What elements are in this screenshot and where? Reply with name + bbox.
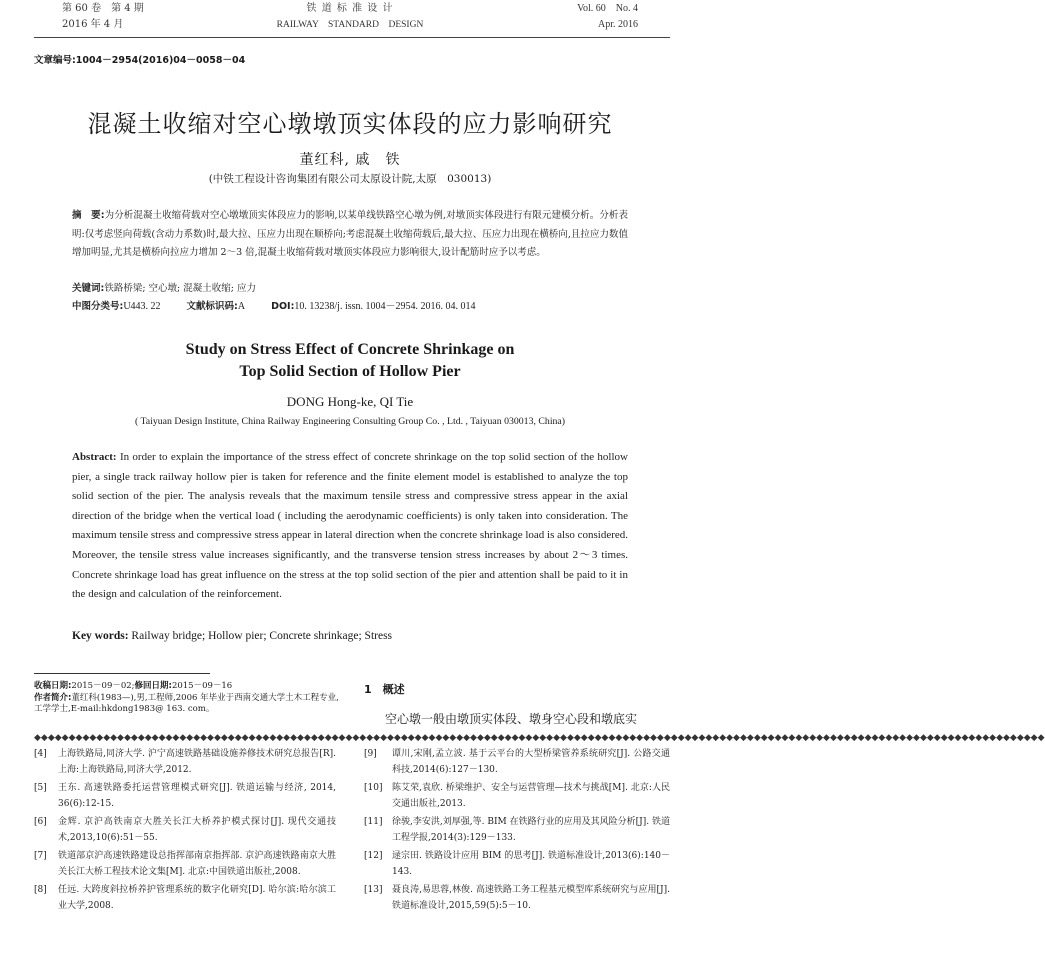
- journal-date-en: Apr. 2016: [598, 19, 638, 30]
- journal-name-cn: 铁 道 标 准 设 计: [306, 3, 394, 14]
- clc-code: U443. 22: [123, 301, 161, 312]
- reference-item: [12] 逯宗田. 铁路设计应用 BIM 的思考[J]. 铁道标准设计,2013(6):140－143.: [364, 851, 670, 877]
- classification-line: [72, 298, 476, 317]
- journal-name-en: RAILWAY STANDARD DESIGN: [276, 20, 424, 30]
- reference-item: [6] 金辉. 京沪高铁南京大胜关长江大桥养护模式探讨[J]. 现代交通技术,2013,10(6):51－55.: [34, 817, 336, 843]
- footnote: [34, 681, 344, 716]
- revised-date: 2015－09－16: [171, 681, 233, 691]
- keywords-cn: [72, 280, 256, 299]
- footnote-rule: [34, 673, 210, 674]
- references-right: [364, 746, 670, 916]
- abstract-cn-label: 摘 要:: [72, 210, 105, 221]
- title-en-line1: Study on Stress Effect of Concrete Shrinkage on: [185, 341, 515, 358]
- journal-volume: 第 60 卷 第 4 期: [62, 3, 144, 14]
- references-left: [34, 746, 336, 916]
- authors-cn: 董红科, 戚 铁: [299, 152, 401, 168]
- abstract-cn: [72, 207, 628, 263]
- abstract-en: [72, 448, 628, 605]
- title-cn: 混凝土收缩对空心墩墩顶实体段的应力影响研究: [87, 110, 613, 138]
- article-number: 文章编号:1004－2954(2016)04－0058－04: [34, 55, 246, 66]
- author-bio-label: 作者简介:: [34, 692, 72, 703]
- clc-label: 中图分类号:: [72, 301, 124, 312]
- keywords-en-label: Key words:: [72, 630, 129, 642]
- reference-item: [7] 铁道部京沪高速铁路建设总指挥部南京指挥部. 京沪高速铁路南京大胜关长江大桥工程技术论文集[M]. 北京:中国铁道出版社,2008.: [34, 851, 336, 877]
- section-1-heading: 1 概述: [364, 683, 405, 696]
- header-rule: [34, 37, 670, 38]
- separator-line: ◆◆◆◆◆◆◆◆◆◆◆◆◆◆◆◆◆◆◆◆◆◆◆◆◆◆◆◆◆◆◆◆◆◆◆◆◆◆◆◆◆◆◆◆◆◆◆◆◆◆◆◆◆◆◆◆◆◆◆◆◆◆◆◆◆◆◆◆◆◆◆◆◆◆◆◆◆◆◆◆◆◆◆◆◆◆◆◆◆◆◆◆◆◆◆◆◆◆◆◆◆◆◆◆◆◆◆◆◆◆◆◆◆◆◆◆◆◆◆◆◆◆◆◆◆◆◆◆◆◆◆◆◆◆◆◆◆◆◆◆◆◆◆◆◆◆: [34, 733, 1045, 743]
- affiliation-cn: (中铁工程设计咨询集团有限公司太原设计院,太原 030013): [208, 173, 492, 185]
- keywords-en: [72, 630, 392, 642]
- revised-label: 修回日期:: [134, 681, 172, 691]
- reference-item: [9] 谭川,宋刚,孟立波. 基于云平台的大型桥梁管养系统研究[J]. 公路交通科技,2014(6):127－130.: [364, 749, 670, 775]
- received-date: 2015－09－02;: [71, 681, 135, 691]
- affiliation-en: ( Taiyuan Design Institute, China Railway Engineering Consulting Group Co. , Ltd. , Taiyuan 030013, China): [134, 416, 566, 427]
- reference-item: [5] 王东. 高速铁路委托运营管理模式研究[J]. 铁道运输与经济, 2014, 36(6):12-15.: [34, 783, 336, 809]
- journal-date: 2016 年 4 月: [62, 19, 124, 30]
- reference-item: [4] 上海铁路局,同济大学. 沪宁高速铁路基础设施养修技术研究总报告[R]. 上海:上海铁路局,同济大学,2012.: [34, 749, 336, 775]
- footnote-author: [34, 693, 344, 716]
- abstract-cn-text: 为分析混凝土收缩荷载对空心墩墩顶实体段应力的影响,以某单线铁路空心墩为例,对墩顶实体段进行有限元建模分析。分析表明:仅考虑竖向荷载(含动力系数)时,最大拉、压应力出现在顺桥向;考虑混凝土收缩荷载后,最大拉、压应力出现在横桥向,且拉应力数值增加明显,尤其是横桥向拉应力增加 2～3 倍,混凝土收缩荷载对墩顶实体段应力影响很大,设计配筋时应予以考虑。: [72, 210, 628, 258]
- doi-value: 10. 13238/j. issn. 1004－2954. 2016. 04. 014: [294, 301, 476, 312]
- abstract-en-label: Abstract:: [72, 451, 117, 463]
- author-bio-text: 董红科(1983—),男,工程师,2006 年毕业于西南交通大学土木工程专业,工学学士,E-mail:hkdong1983@ 163. com。: [34, 692, 339, 714]
- reference-item: [13] 聂良涛,易思蓉,林俊. 高速铁路工务工程基元模型库系统研究与应用[J]. 铁道标准设计,2015,59(5):5－10.: [364, 885, 670, 911]
- keywords-cn-label: 关键词:: [72, 283, 105, 294]
- title-en-line2: Top Solid Section of Hollow Pier: [239, 363, 461, 380]
- reference-item: [10] 陈艾荣,袁欣. 桥梁维护、安全与运营管理—技术与挑战[M]. 北京:人民交通出版社,2013.: [364, 783, 670, 809]
- doc-code: A: [237, 301, 246, 312]
- section-1-text: 空心墩一般由墩顶实体段、墩身空心段和墩底实: [385, 712, 638, 726]
- doc-label: 文献标识码:: [186, 301, 238, 312]
- keywords-cn-text: 铁路桥梁; 空心墩; 混凝土收缩; 应力: [104, 283, 256, 294]
- footnote-dates: [34, 681, 344, 693]
- abstract-en-text: In order to explain the importance of the stress effect of concrete shrinkage on the top solid section of the hollow pier, a single track railway hollow pier is taken for reference and the finite element model is established to analyze the top solid section of the pier. The analysis reveals that the maximum tensile stress and compressive stress appear in the axial direction of the bridge when the vertical load ( including the aerodynamic coefficients) is only taken into consideration. The maximum tensile stress and compressive stress appear in lateral direction when the concrete shrinkage load is also considered. Moreover, the tensile stress value increases significantly, and the transverse tension stress increases by about 2～3 times. Concrete shrinkage load has great influence on the stress at the top solid section of the pier and attention shall be paid to it in the design and calculation of the reinforcement.: [72, 451, 628, 601]
- authors-en: DONG Hong-ke, QI Tie: [286, 394, 414, 409]
- reference-item: [11] 徐骏,李安洪,刘厚强,等. BIM 在铁路行业的应用及其风险分析[J]. 铁道工程学报,2014(3):129－133.: [364, 817, 670, 843]
- doi-label: DOI:: [271, 301, 295, 312]
- received-label: 收稿日期:: [34, 681, 72, 691]
- reference-item: [8] 任远. 大跨度斜拉桥养护管理系统的数字化研究[D]. 哈尔滨:哈尔滨工业大学,2008.: [34, 885, 336, 911]
- keywords-en-text: Railway bridge; Hollow pier; Concrete shrinkage; Stress: [128, 630, 393, 642]
- journal-volume-en: Vol. 60 No. 4: [577, 3, 638, 14]
